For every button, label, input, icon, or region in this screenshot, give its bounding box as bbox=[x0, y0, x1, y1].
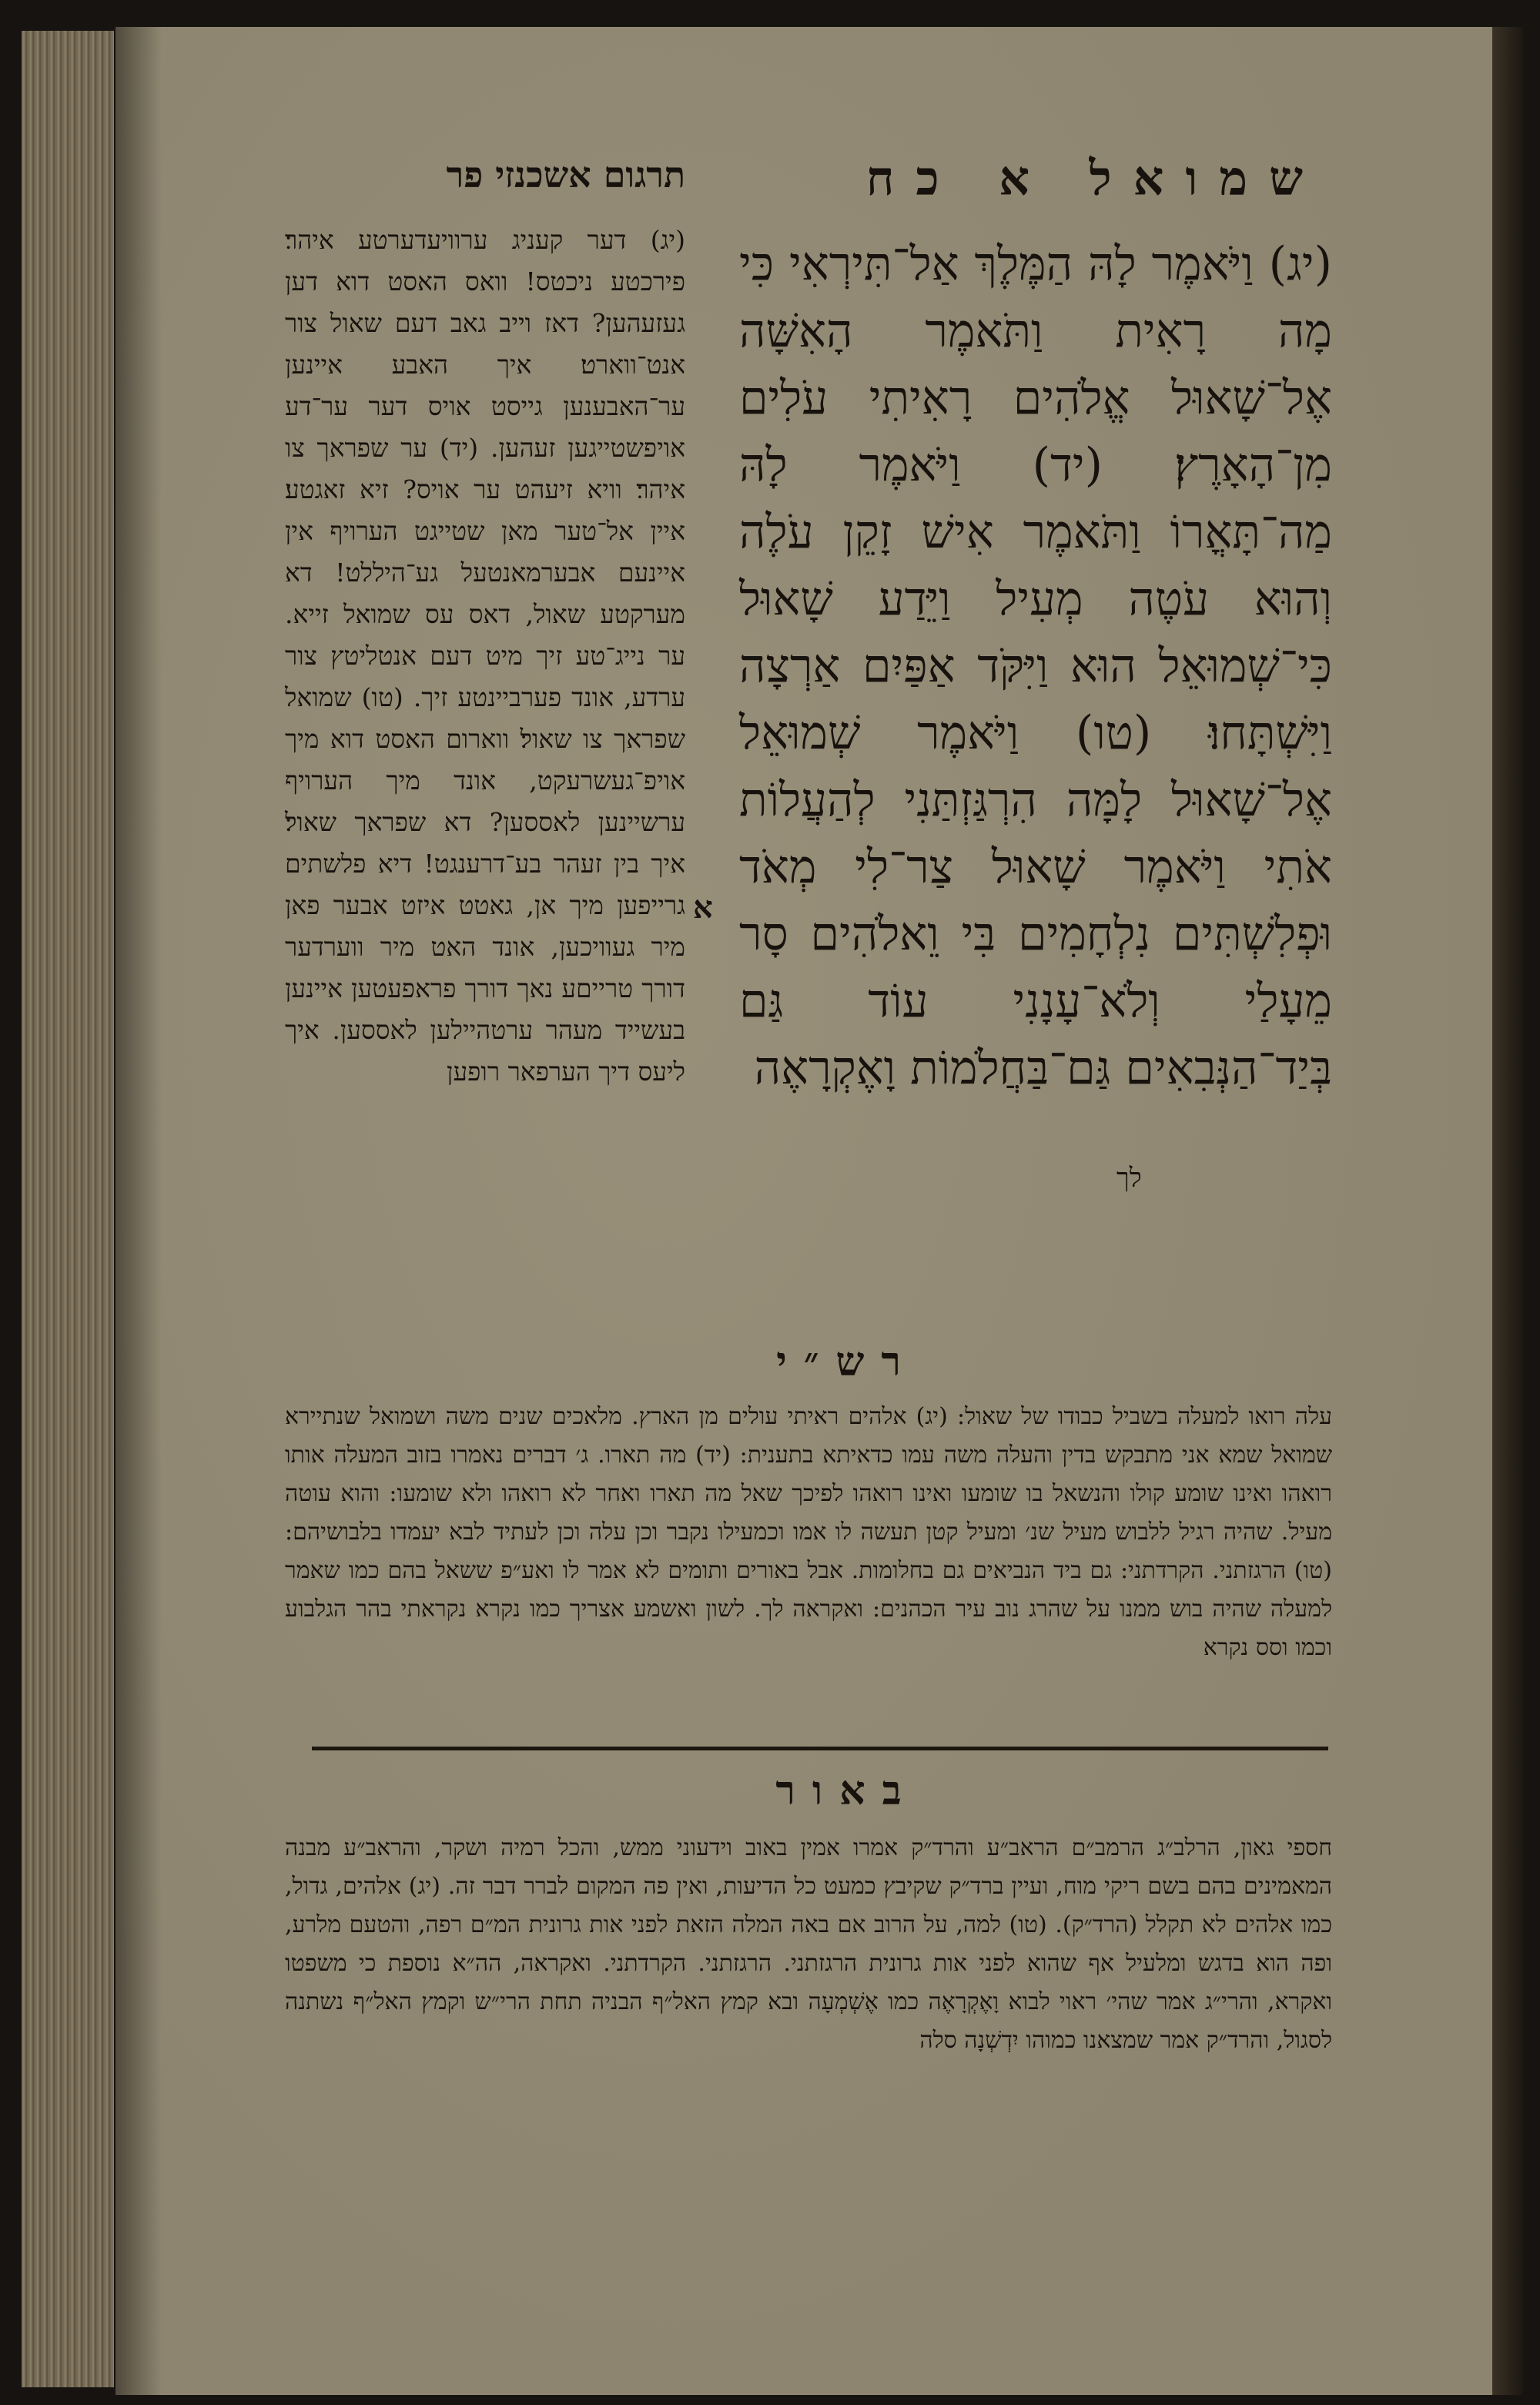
rashi-heading: רש״י bbox=[776, 1338, 918, 1385]
biur-commentary: חספי גאון, הרלב״ג הרמב״ם הראב״ע והרד״ק אמרו אמין באוב וידעוני ממש, והכל רמיה ושקר, והראב״ע מבנה המאמינים בהם בשם ריקי מוח, ועיין ברד״ק שקיבץ כמעט כל הדיעות, ואין פה המקום לברר דבר זה. (יג) אלהים, גדול, כמו אלהים לא תקלל (הרד״ק). (טו) למה, על הרוב אם באה המלה הזאת לפני אות גרונית המ״ם רפה, והטעם מלרע, ופה הוא בדגש ומלעיל אף שהוא לפני אות גרונית הרגזתני. הרגזתני. הקרדתני. ואקראה, הה״א נוספת כי משפטו ואקרא, והרי״ג אמר שהי׳ ראוי לבוא וָאֶקְרָאֶה כמו אֶשְׁמְעָה ובא קמץ האל״ף הבניה תחת הרי״ש וקמץ האל״ף נשתנה לסגול, והרד״ק אמר שמצאנו כמוהו יִדְשְׁנָה סלה bbox=[285, 1834, 1332, 2054]
section-divider bbox=[312, 1747, 1328, 1750]
main-hebrew-text: (יג) וַיֹּאמֶר לָהּ הַמֶּלֶךְ אַל־תִּירְאִי כִּי מָה רָאִית וַתֹּאמֶר הָאִשָּׁה אֶל־שָׁאוּל אֱלֹהִים רָאִיתִי עֹלִים מִן־הָאָרֶץ׃ (יד) וַיֹּאמֶר לָהּ מַה־תָּאֳרוֹ וַתֹּאמֶר אִישׁ זָקֵן עֹלֶה וְהוּא עֹטֶה מְעִיל וַיֵּדַע שָׁאוּל כִּי־שְׁמוּאֵל הוּא וַיִּקֹּד אַפַּיִם אַרְצָה וַיִּשְׁתָּחוּ׃ (טו) וַיֹּאמֶר שְׁמוּאֵל אֶל־שָׁאוּל לָמָּה הִרְגַּזְתַּנִי לְהַעֲלוֹת אֹתִי וַיֹּאמֶר שָׁאוּל צַר־לִי מְאֹד וּפְלִשְׁתִּים נִלְחָמִים בִּי וֵאלֹהִים סָר מֵעָלַי וְלֹא־עָנָנִי עוֹד גַּם בְּיַד־הַנְּבִאִים גַּם־בַּחֲלֹמוֹת וָאֶקְרָאֶה bbox=[739, 237, 1332, 1095]
biur-heading: באור bbox=[775, 1767, 919, 1814]
margin-note-mark: א bbox=[693, 889, 713, 926]
rashi-commentary: עלה רואו למעלה בשביל כבודו של שאול: (יג) אלהים ראיתי עולים מן הארץ. מלאכים שנים משה ושמואל שנתיירא שמואל שמא אני מתבקש בדין והעלה משה עמו כדאיתא בתענית: (יד) מה תארו. ג׳ דברים נאמרו בזוב המעלה אותו רואהו ואינו שומע קולו והנשאל בו שומעו ואינו רואהו לפיכך שאל מה תארו ואחר לא רואהו ולא שומעו: והוא עוטה מעיל. שהיה רגיל ללבוש מעיל שנ׳ ומעיל קטן תעשה לו אמו וכמעילו נקבר וכן עלה וכן לעתיד לבא יעמדו בלבושיהם: (טו) הרגזתני. הקרדתני: גם ביד הנביאים גם בחלומות. אבל באורים ותומים לא אמר לו ואע״פ ששאל בהם כמו שאמר למעלה שהיה בוש ממנו על שהרג נוב עיר הכהנים: ואקראה לך. לשון ואשמע אצריך כמו נקרא נקראתי בהר הגלבוע וכמו וסס נקרא bbox=[285, 1403, 1332, 1661]
running-head-targum: תרגום אשכנזי פר bbox=[446, 154, 685, 196]
running-head-main: שמואל א כח bbox=[865, 150, 1324, 206]
targum-text: (יג) דער קעניג ערוויעדערטע איהר׃ פירכטע ניכטס! וואס האסט דוא דען געזעהען? דאז וייב גאב דעם שאול צור אנט־ווארט׃ איך האבע איינען ער־האבענען גייסט אויס דער ער־דע אויפשטייגען זעהען. (יד) ער שפראך צו איהר׃ וויא זיעהט ער אויס? זיא זאגטע׃ איין אל־טער מאן שטייגט הערויף אין איינעם אבערמאנטעל גע־היללט! דא מערקטע שאול, דאס עס שמואל זייא. ער נייג־טע זיך מיט דעם אנטליטץ צור ערדע, אונד פערביינטע זיך. (טו) שמואל שפראך צו שאול׃ ווארום האסט דוא מיך אויפ־געשרעקט, אונד מיך הערויף ערשיינען לאססען? דא שפראך שאול׃ איך בין זעהר בע־דרענגט! דיא פלשתים גרייפען מיך אן, גאטט איזט אבער פאן מיר געוויכען, אונד האט מיר ווערדער דורך טרייםע נאך דורך פראפעטען איינען בעשייד מעהר ערטהיילען לאססען. איך ליעס דיך הערפאר רופען bbox=[285, 225, 685, 1087]
page-edges bbox=[22, 31, 114, 2387]
spine-shadow bbox=[116, 27, 162, 2395]
right-page-edge bbox=[1492, 27, 1523, 2395]
catchword-main: לך bbox=[1116, 1163, 1142, 1194]
